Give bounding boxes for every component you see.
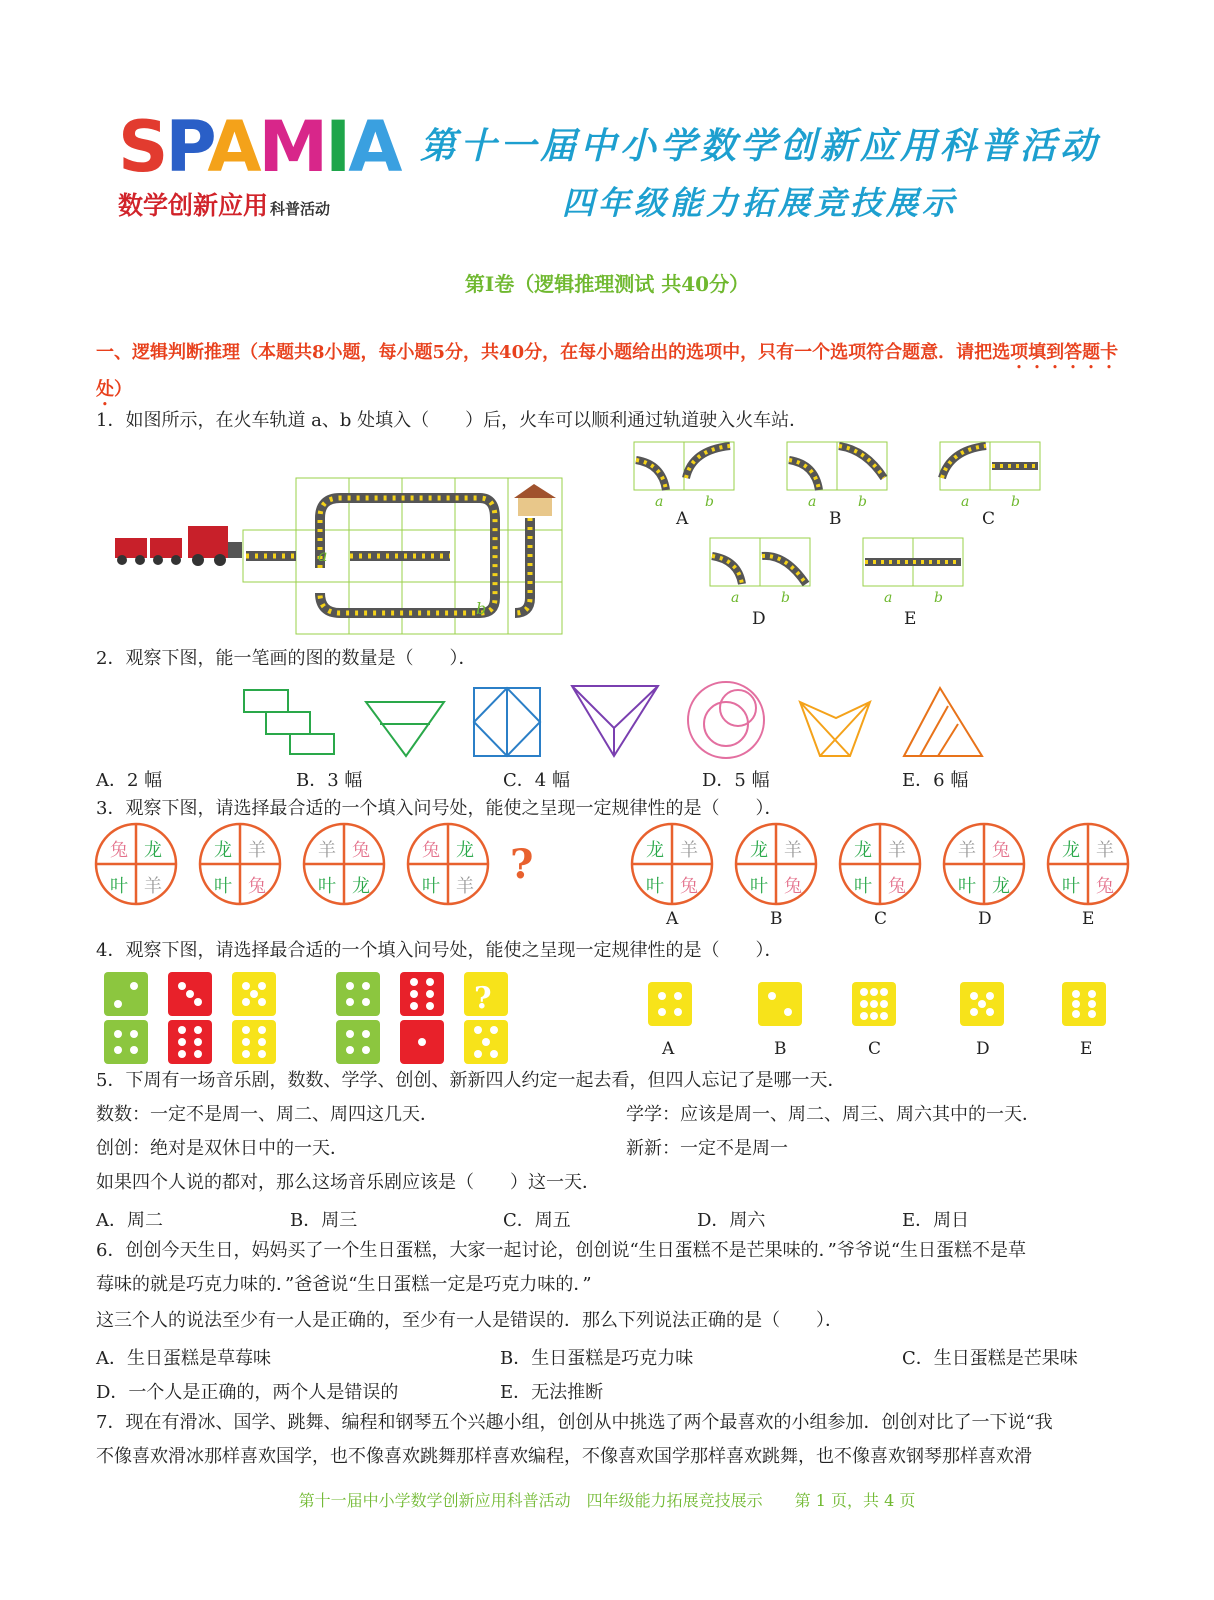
station-icon [514, 484, 556, 516]
page-title: 第十一届中小学数学创新应用科普活动 [419, 126, 1100, 167]
svg-text:叶: 叶 [1062, 876, 1080, 897]
svg-text:叶: 叶 [646, 876, 664, 897]
svg-text:龙: 龙 [144, 840, 162, 861]
q1-track-figure [110, 468, 570, 640]
q1-label-b: b [476, 599, 487, 618]
svg-text:羊: 羊 [680, 840, 698, 861]
section-heading: 一、逻辑判断推理（本题共8小题，每小题5分，共40分，在每小题给出的选项中，只有一个选项符合题意．请把选项填到答题卡处） [96, 342, 1119, 400]
q2-option-c: C．4 幅 [503, 770, 570, 791]
q1-options-figure [630, 438, 1050, 633]
svg-text:a: a [884, 590, 893, 606]
q4-option-e: E [1080, 1039, 1093, 1059]
q1-option-a: A [676, 509, 689, 529]
svg-text:叶: 叶 [318, 876, 336, 897]
q6-option-a: A．生日蛋糕是草莓味 [96, 1348, 271, 1369]
question-3-text: 3．观察下图，请选择最合适的一个填入问号处，能使之呈现一定规律性的是（ ）． [96, 798, 783, 819]
svg-text:兔: 兔 [352, 840, 370, 861]
svg-text:龙: 龙 [456, 840, 474, 861]
q1-label-a: a [318, 546, 328, 565]
svg-text:叶: 叶 [958, 876, 976, 897]
question-7-line-2: 不像喜欢滑冰那样喜欢国学，也不像喜欢跳舞那样喜欢编程，不像喜欢国学那样喜欢跳舞，也不像喜欢钢琴那样喜欢滑 [96, 1446, 1032, 1467]
q5-option-c: C．周五 [503, 1210, 571, 1231]
q6-option-e: E．无法推断 [500, 1382, 604, 1403]
svg-text:叶: 叶 [422, 876, 440, 897]
question-6-line-2: 莓味的就是巧克力味的．”爸爸说“生日蛋糕一定是巧克力味的．” [96, 1274, 592, 1295]
q5-question: 如果四个人说的都对，那么这场音乐剧应该是（ ）这一天． [96, 1172, 600, 1193]
svg-text:兔: 兔 [888, 876, 906, 897]
q3-option-e: E [1082, 909, 1095, 929]
svg-text:兔: 兔 [248, 876, 266, 897]
spamia-logo: SPAMIA [118, 106, 400, 188]
svg-text:b: b [858, 494, 867, 510]
svg-text:羊: 羊 [318, 840, 336, 861]
q5-statement-4: 新新：一定不是周一 [626, 1138, 788, 1159]
svg-text:兔: 兔 [680, 876, 698, 897]
svg-text:羊: 羊 [456, 876, 474, 897]
svg-text:龙: 龙 [1062, 840, 1080, 861]
svg-text:羊: 羊 [144, 876, 162, 897]
q4-option-d: D [976, 1039, 990, 1059]
svg-text:兔: 兔 [1096, 876, 1114, 897]
svg-text:羊: 羊 [784, 840, 802, 861]
paper-section-title: 第Ⅰ卷（逻辑推理测试 共40分） [464, 272, 750, 296]
q3-option-b: B [770, 909, 783, 929]
q3-option-d: D [978, 909, 992, 929]
q2-option-a: A．2 幅 [96, 770, 163, 791]
q3-option-a: A [666, 909, 679, 929]
q1-option-b: B [829, 509, 842, 529]
q2-figures [230, 680, 1000, 762]
svg-text:羊: 羊 [248, 840, 266, 861]
svg-text:龙: 龙 [352, 876, 370, 897]
svg-text:龙: 龙 [992, 876, 1010, 897]
question-6-line-3: 这三个人的说法至少有一人是正确的，至少有一人是错误的．那么下列说法正确的是（ ）． [96, 1310, 843, 1331]
q3-option-c: C [874, 909, 888, 929]
svg-text:叶: 叶 [854, 876, 872, 897]
q5-option-d: D．周六 [697, 1210, 766, 1231]
q5-option-e: E．周日 [902, 1210, 970, 1231]
q4-option-c: C [868, 1039, 882, 1059]
q3-question-mark: ? [510, 841, 534, 888]
svg-text:兔: 兔 [422, 840, 440, 861]
svg-text:b: b [1011, 494, 1020, 510]
svg-text:b: b [705, 494, 714, 510]
q4-option-a: A [662, 1039, 675, 1059]
question-1-text: 1．如图所示，在火车轨道 a、b 处填入（ ）后，火车可以顺利通过轨道驶入火车站． [96, 410, 808, 431]
q2-option-b: B．3 幅 [296, 770, 363, 791]
question-6-line-1: 6．创创今天生日，妈妈买了一个生日蛋糕，大家一起讨论，创创说“生日蛋糕不是芒果味的．”爷爷说“生日蛋糕不是草 [96, 1240, 1027, 1261]
question-7-line-1: 7．现在有滑冰、国学、跳舞、编程和钢琴五个兴趣小组，创创从中挑选了两个最喜欢的小组参加．创创对比了一下说“我 [96, 1412, 1053, 1433]
svg-text:兔: 兔 [784, 876, 802, 897]
svg-text:羊: 羊 [1096, 840, 1114, 861]
svg-text:叶: 叶 [214, 876, 232, 897]
q2-option-e: E．6 幅 [902, 770, 969, 791]
q3-figures [94, 820, 1134, 930]
q5-option-a: A．周二 [96, 1210, 163, 1231]
q6-option-d: D．一个人是正确的，两个人是错误的 [96, 1382, 399, 1403]
question-4-text: 4．观察下图，请选择最合适的一个填入问号处，能使之呈现一定规律性的是（ ）． [96, 940, 783, 961]
svg-text:叶: 叶 [110, 876, 128, 897]
page-footer: 第十一届中小学数学创新应用科普活动 四年级能力拓展竞技展示 第 1 页，共 4 页 [298, 1491, 916, 1510]
q1-option-e: E [904, 609, 917, 629]
logo-subtitle: 数学创新应用 科普活动 [118, 191, 331, 220]
svg-text:a: a [808, 494, 817, 510]
svg-text:a: a [731, 590, 740, 606]
svg-text:叶: 叶 [750, 876, 768, 897]
page-subtitle: 四年级能力拓展竞技展示 [561, 184, 958, 222]
svg-text:b: b [934, 590, 943, 606]
train-icon [115, 526, 242, 566]
q1-option-c: C [982, 509, 996, 529]
svg-text:兔: 兔 [992, 840, 1010, 861]
svg-text:龙: 龙 [854, 840, 872, 861]
q4-dice-figures [100, 968, 1120, 1070]
svg-text:龙: 龙 [750, 840, 768, 861]
q1-option-d: D [752, 609, 766, 629]
svg-text:b: b [781, 590, 790, 606]
q6-option-b: B．生日蛋糕是巧克力味 [500, 1348, 694, 1369]
q5-statement-1: 数数：一定不是周一、周二、周四这几天． [96, 1104, 438, 1125]
svg-text:龙: 龙 [214, 840, 232, 861]
q4-option-b: B [774, 1039, 787, 1059]
q4-question-mark: ? [474, 981, 492, 1016]
q5-statement-2: 学学：应该是周一、周二、周三、周六其中的一天． [626, 1104, 1040, 1125]
svg-text:羊: 羊 [958, 840, 976, 861]
q6-option-c: C．生日蛋糕是芒果味 [902, 1348, 1078, 1369]
svg-text:羊: 羊 [888, 840, 906, 861]
q5-statement-3: 创创：绝对是双休日中的一天． [96, 1138, 348, 1159]
question-2-text: 2．观察下图，能一笔画的图的数量是（ ）． [96, 648, 477, 669]
q2-option-d: D．5 幅 [702, 770, 770, 791]
svg-text:a: a [655, 494, 664, 510]
svg-text:龙: 龙 [646, 840, 664, 861]
q5-option-b: B．周三 [290, 1210, 358, 1231]
svg-text:兔: 兔 [110, 840, 128, 861]
question-5-text: 5．下周有一场音乐剧，数数、学学、创创、新新四人约定一起去看，但四人忘记了是哪一天． [96, 1070, 846, 1091]
svg-text:a: a [961, 494, 970, 510]
